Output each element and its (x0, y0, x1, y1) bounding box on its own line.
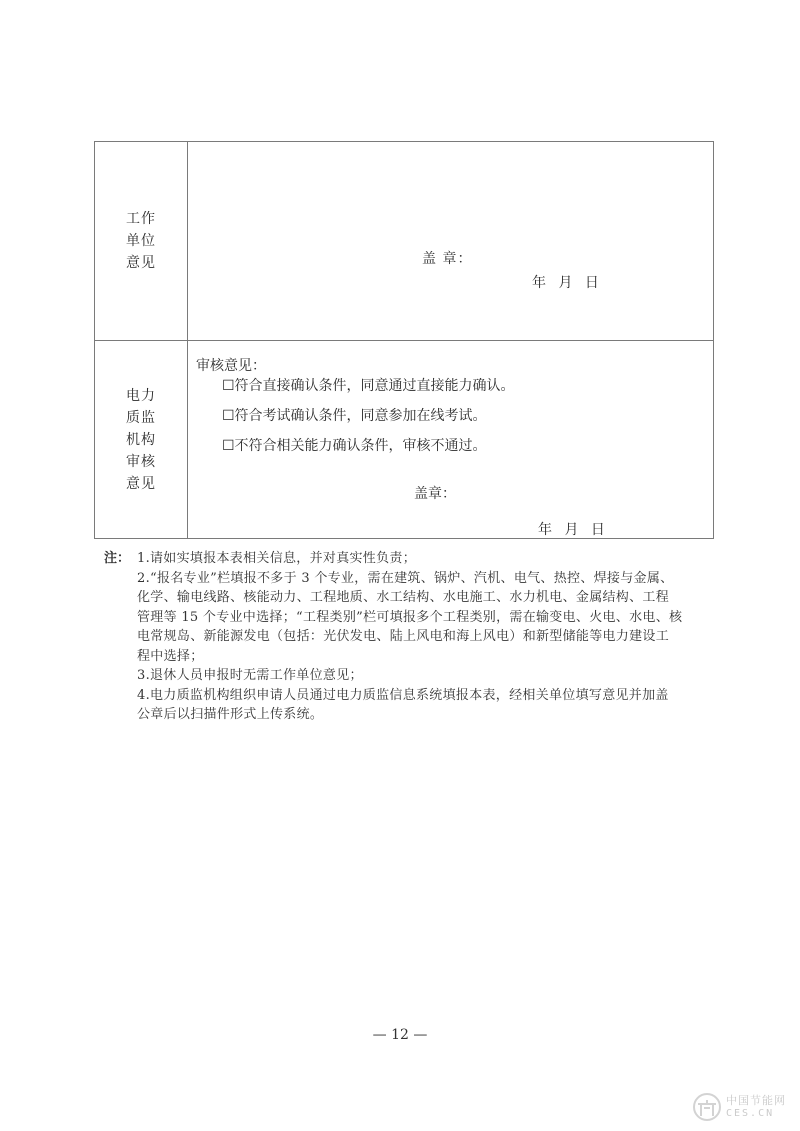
label-line: 质监 (126, 409, 156, 426)
option-direct-confirmation-checkbox[interactable]: ☐符合直接确认条件，同意通过直接能力确认。 (222, 378, 515, 394)
watermark (690, 1088, 795, 1128)
watermark-name-cn: 中国节能网 (726, 1094, 786, 1107)
quality-supervision-opinion-field (188, 341, 714, 539)
label-line: 意见 (126, 475, 156, 492)
note-line: 程中选择； (137, 648, 204, 664)
notes-section (104, 549, 724, 725)
note-line: 4.电力质监机构组织申请人员通过电力质监信息系统填报本表，经相关单位填写意见并加盖 (137, 687, 669, 703)
label-line: 机构 (126, 431, 156, 448)
note-line: 2.“报名专业”栏填报不多于 3 个专业，需在建筑、锅炉、汽机、电气、热控、焊接与金属、 (137, 570, 674, 586)
label-line: 意见 (126, 255, 156, 271)
watermark-name-en: CES.CN (726, 1108, 775, 1119)
label-line: 电力 (126, 387, 156, 404)
opinion-form-table (94, 141, 714, 539)
seal-label: 盖章： (414, 486, 456, 502)
note-line: 3.退休人员申报时无需工作单位意见； (137, 668, 363, 683)
date-label: 年 月 日 (532, 275, 599, 291)
note-line: 公章后以扫描件形式上传系统。 (137, 707, 324, 722)
employer-opinion-field[interactable] (188, 142, 714, 341)
employer-opinion-label (95, 142, 188, 341)
seal-label: 盖 章： (422, 251, 473, 267)
notes-body (137, 549, 724, 725)
quality-supervision-opinion-label (95, 341, 188, 539)
option-exam-confirmation-checkbox[interactable]: ☐符合考试确认条件，同意参加在线考试。 (222, 408, 487, 424)
watermark-logo-icon (692, 1092, 722, 1122)
label-line: 单位 (126, 233, 156, 249)
review-title: 审核意见： (196, 358, 266, 374)
note-line: 管理等 15 个专业中选择；“工程类别”栏可填报多个工程类别，需在输变电、火电、水电、核 (137, 609, 683, 625)
page-number: — 12 — (372, 1027, 428, 1043)
employer-opinion-row (95, 142, 714, 341)
label-line: 审核 (126, 453, 156, 470)
notes-prefix: 注： (104, 551, 131, 566)
quality-supervision-opinion-row (95, 341, 714, 539)
option-rejected-checkbox[interactable]: ☐不符合相关能力确认条件，审核不通过。 (222, 438, 487, 454)
note-line: 电常规岛、新能源发电（包括：光伏发电、陆上风电和海上风电）和新型储能等电力建设工 (137, 629, 670, 644)
label-line: 工作 (126, 211, 156, 227)
note-line: 化学、输电线路、核能动力、工程地质、水工结构、水电施工、水力机电、金属结构、工程 (137, 590, 670, 605)
note-line: 1.请如实填报本表相关信息，并对真实性负责； (137, 551, 417, 566)
date-label: 年 月 日 (538, 522, 605, 538)
